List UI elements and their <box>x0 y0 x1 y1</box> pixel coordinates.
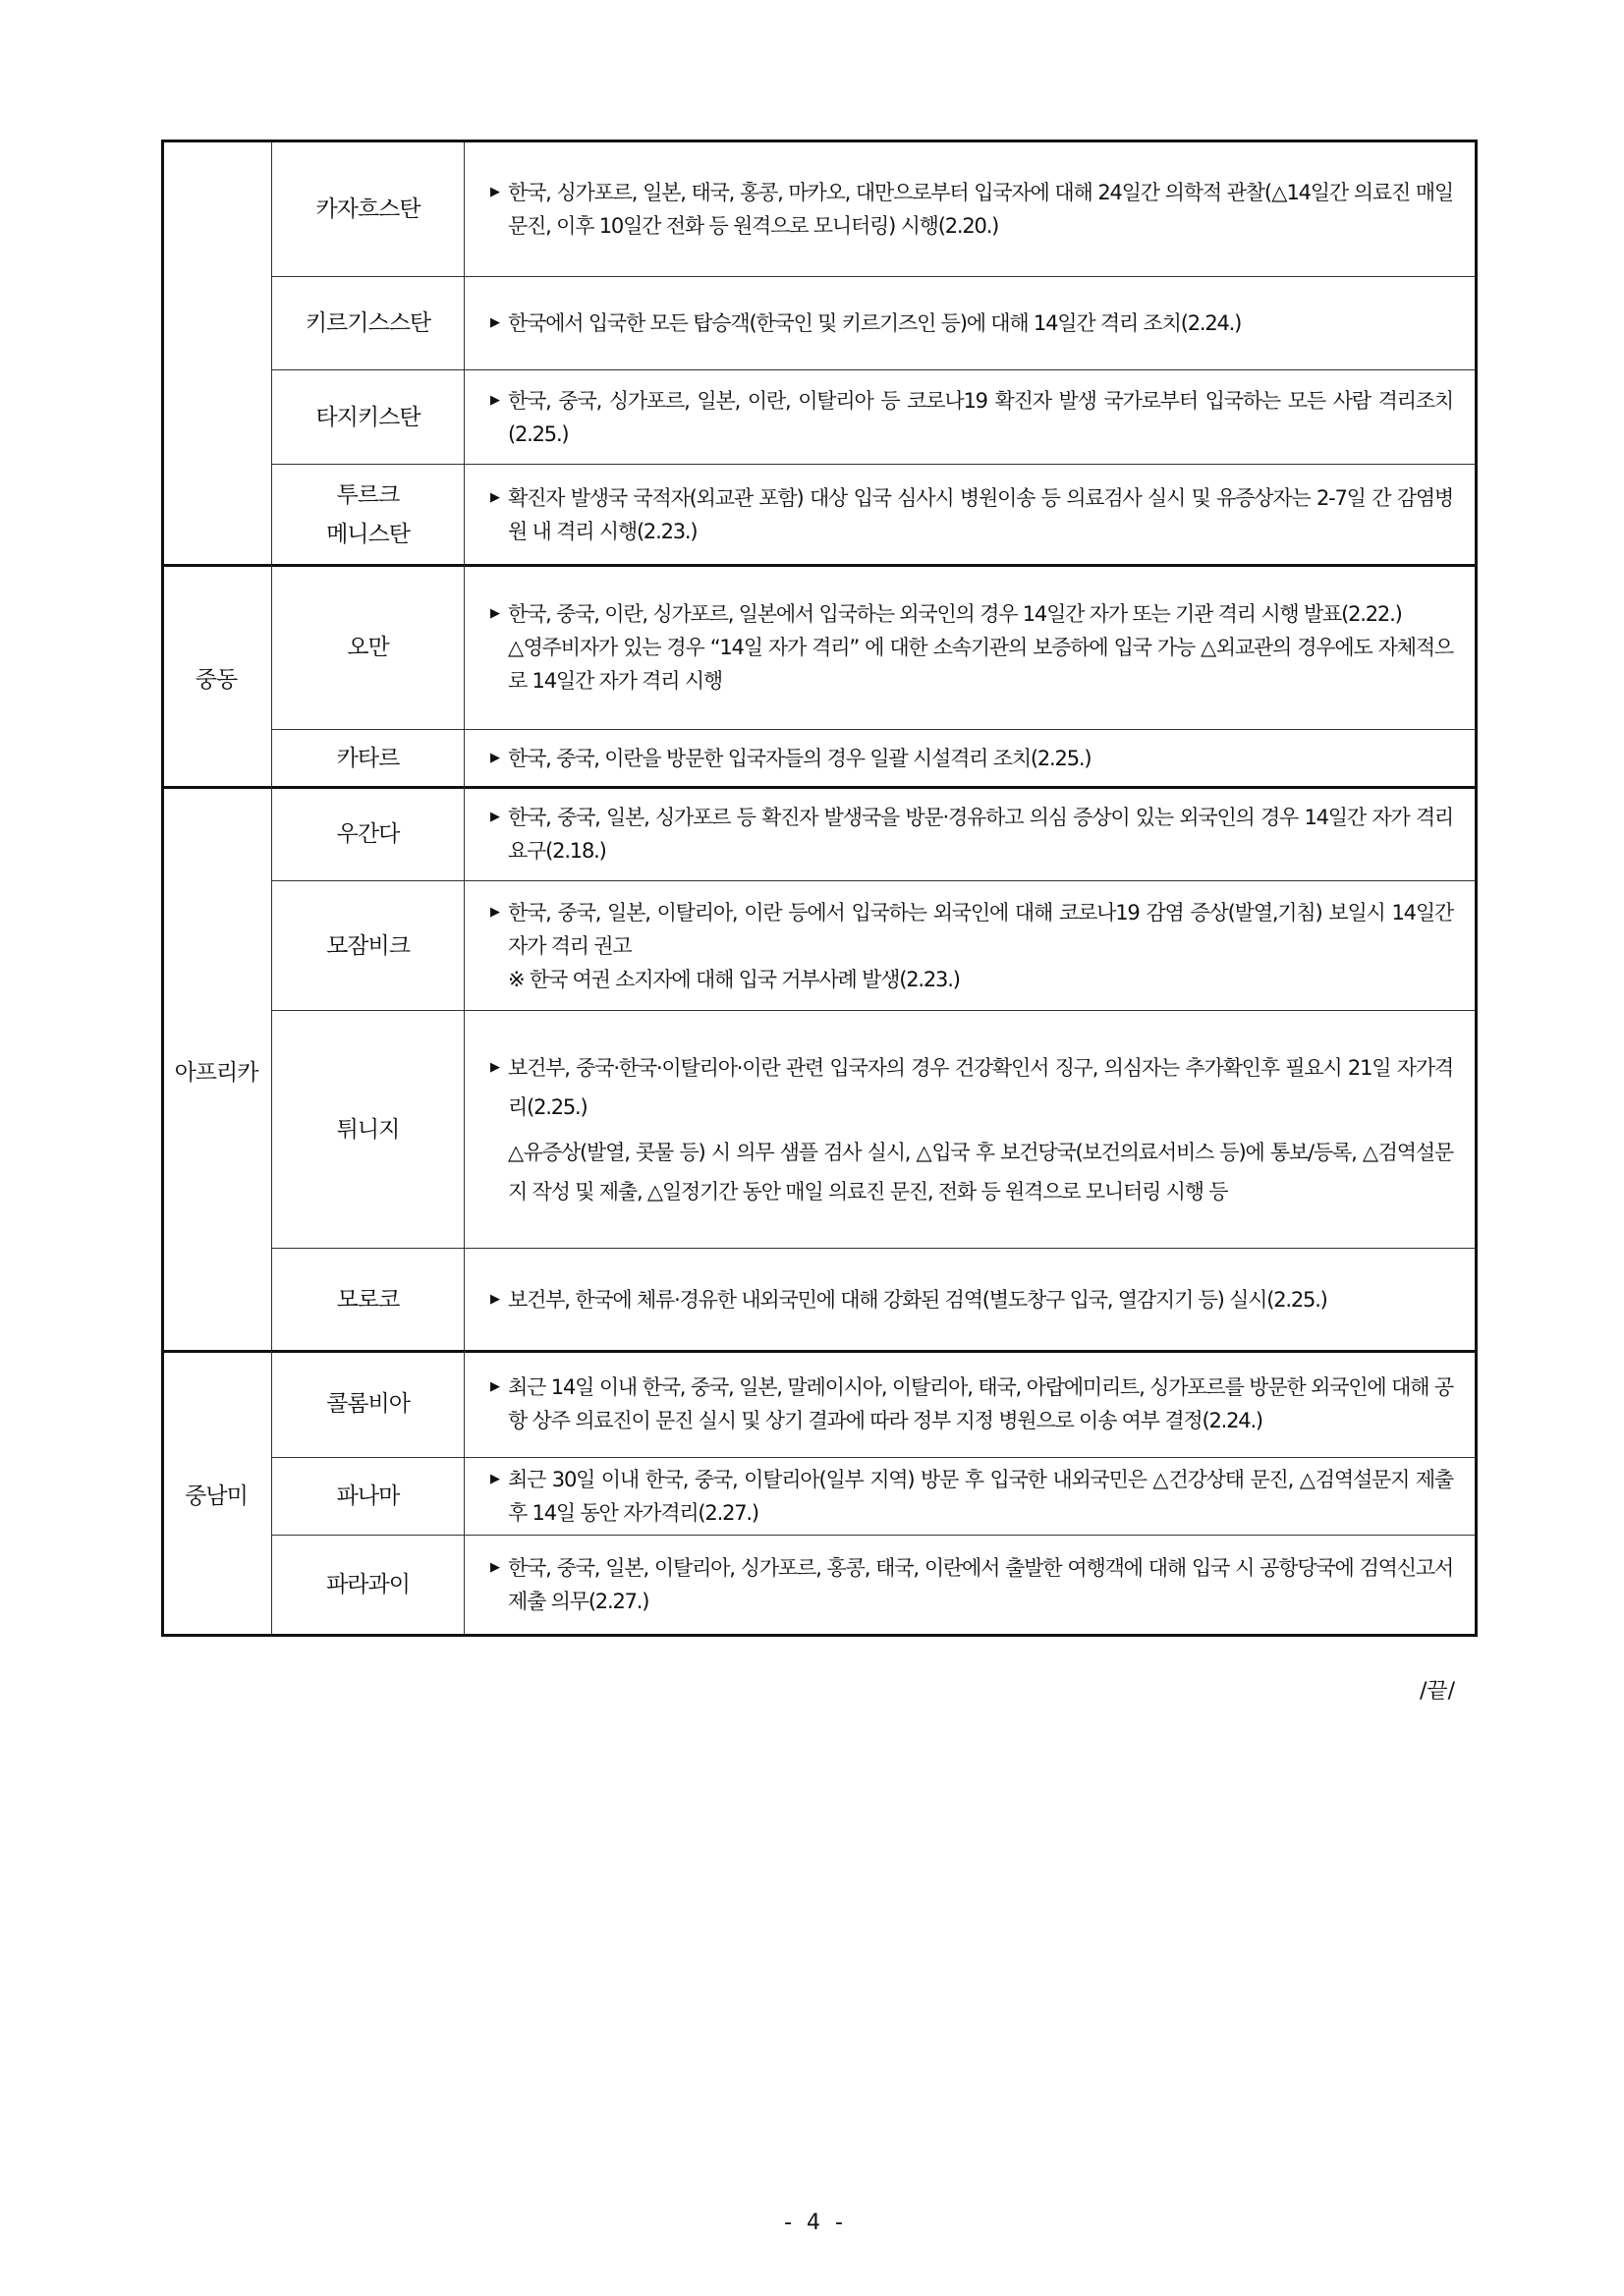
measure-item <box>488 597 1453 698</box>
measure-item <box>488 481 1453 548</box>
measure-cell <box>465 369 1475 464</box>
country-name: 모잠비크 <box>326 932 410 959</box>
triangle-right-icon: ▶ <box>490 1379 499 1394</box>
triangle-right-icon: ▶ <box>490 1472 499 1486</box>
measure-item <box>488 384 1453 451</box>
measure-text: 확진자 발생국 국적자(외교관 포함) 대상 입국 심사시 병원이송 등 의료검사 실시 및 유증상자는 2-7일 간 감염병원 내 격리 시행(2.23.) <box>508 486 1453 543</box>
measure-cell <box>465 142 1475 276</box>
measure-item <box>488 801 1453 868</box>
measure-cell <box>465 1457 1475 1535</box>
country-cell <box>271 464 465 565</box>
country-name-line: 투르크 <box>336 482 400 508</box>
triangle-right-icon: ▶ <box>490 809 499 824</box>
measure-text: 최근 14일 이내 한국, 중국, 일본, 말레이시아, 이탈리아, 태국, 아랍에미리트, 싱가포르를 방문한 외국인에 대해 공항 상주 의료진이 문진 실시 및 상기 결과에 따라 정부 지정 병원으로 이송 여부 결정(2.24.) <box>508 1375 1453 1432</box>
region-label: 중남미 <box>185 1483 248 1509</box>
measure-cell <box>465 464 1475 565</box>
region-label: 중동 <box>195 666 238 693</box>
measure-text: 한국에서 입국한 모든 탑승객(한국인 및 키르기즈인 등)에 대해 14일간 격리 조치(2.24.) <box>508 311 1242 335</box>
measure-note-text: △유증상(발열, 콧물 등) 시 의무 샘플 검사 실시, △입국 후 보건당국(보건의료서비스 등)에 통보/등록, △검역설문지 작성 및 제출, △일정기간 동안 매일 의료진 문진, 전화 등 원격으로 모니터링 시행 등 <box>508 1140 1453 1204</box>
measure-note <box>488 1133 1453 1211</box>
region-cell-africa <box>161 787 271 1351</box>
country-cell <box>271 1457 465 1535</box>
region-label: 아프리카 <box>174 1059 258 1086</box>
measure-note: △영주비자가 있는 경우 “14일 자가 격리” 에 대한 소속기관의 보증하에 입국 가능 △외교관의 경우에도 자체적으로 14일간 자가 격리 시행 <box>508 635 1453 693</box>
measure-cell <box>465 1248 1475 1351</box>
measure-text: 한국, 중국, 일본, 이탈리아, 이란 등에서 입국하는 외국인에 대해 코로나19 감염 증상(발열,기침) 보일시 14일간 자가 격리 권고 <box>508 900 1453 958</box>
measure-item <box>488 176 1453 243</box>
measure-cell <box>465 565 1475 729</box>
measure-cell <box>465 276 1475 369</box>
country-name: 타지키스탄 <box>315 404 420 430</box>
country-name: 파나마 <box>336 1484 400 1509</box>
measure-cell <box>465 787 1475 880</box>
triangle-right-icon: ▶ <box>490 185 499 199</box>
region-cell-latin-america <box>161 1351 271 1634</box>
measure-text: 한국, 중국, 일본, 싱가포르 등 확진자 발생국을 방문‧경유하고 의심 증상이 있는 외국인의 경우 14일간 자가 격리 요구(2.18.) <box>508 805 1454 863</box>
country-cell <box>271 1248 465 1351</box>
triangle-right-icon: ▶ <box>490 1292 499 1307</box>
measure-cell <box>465 1535 1475 1634</box>
triangle-right-icon: ▶ <box>490 751 499 765</box>
triangle-right-icon: ▶ <box>490 490 499 505</box>
measure-text: 한국, 중국, 일본, 이탈리아, 싱가포르, 홍콩, 태국, 이란에서 출발한 여행객에 대해 입국 시 공항당국에 검역신고서 제출 의무(2.27.) <box>508 1556 1453 1613</box>
triangle-right-icon: ▶ <box>490 1560 499 1575</box>
country-cell <box>271 565 465 729</box>
measure-text: 한국, 중국, 싱가포르, 일본, 이란, 이탈리아 등 코로나19 확진자 발생 국가로부터 입국하는 모든 사람 격리조치(2.25.) <box>508 388 1453 446</box>
measure-item <box>488 307 1453 340</box>
measure-item <box>488 1280 1453 1319</box>
country-cell <box>271 880 465 1010</box>
measure-item <box>488 1048 1453 1127</box>
country-name: 모로코 <box>336 1287 400 1313</box>
country-name: 우간다 <box>336 820 400 847</box>
country-name: 카자흐스탄 <box>315 196 420 222</box>
measure-text: 한국, 중국, 이란을 방문한 입국자들의 경우 일괄 시설격리 조치(2.25.) <box>508 747 1092 770</box>
country-name: 카타르 <box>336 746 400 771</box>
measure-cell <box>465 1351 1475 1457</box>
country-cell <box>271 729 465 787</box>
end-mark: /끝/ <box>1420 1679 1456 1704</box>
measure-item <box>488 1371 1453 1437</box>
triangle-right-icon: ▶ <box>490 315 499 330</box>
measure-item <box>488 742 1453 775</box>
country-name: 콜롬비아 <box>326 1391 410 1417</box>
country-cell <box>271 142 465 276</box>
measure-text: 한국, 싱가포르, 일본, 태국, 홍콩, 마카오, 대만으로부터 입국자에 대해 24일간 의학적 관찰(△14일간 의료진 매일 문진, 이후 10일간 전화 등 원격으로 모니터링) 시행(2.20.) <box>508 181 1453 238</box>
measure-cell <box>465 880 1475 1010</box>
country-cell <box>271 787 465 880</box>
measure-text: 한국, 중국, 이란, 싱가포르, 일본에서 입국하는 외국인의 경우 14일간 자가 또는 기관 격리 시행 발표(2.22.) <box>508 601 1402 626</box>
country-cell <box>271 276 465 369</box>
page-number: - 4 - <box>784 2211 847 2235</box>
triangle-right-icon: ▶ <box>490 605 499 621</box>
measure-text: 최근 30일 이내 한국, 중국, 이탈리아(일부 지역) 방문 후 입국한 내외국민은 △건강상태 문진, △검역설문지 제출 후 14일 동안 자가격리(2.27.) <box>508 1468 1453 1525</box>
country-name: 오만 <box>347 634 389 660</box>
triangle-right-icon: ▶ <box>490 904 499 920</box>
country-cell <box>271 1010 465 1248</box>
country-name: 파라과이 <box>326 1572 410 1597</box>
country-name-line: 메니스탄 <box>326 522 410 547</box>
measure-item <box>488 1551 1453 1618</box>
triangle-right-icon: ▶ <box>490 1059 499 1075</box>
country-cell <box>271 369 465 464</box>
triangle-right-icon: ▶ <box>490 392 499 408</box>
country-name: 튀니지 <box>336 1116 400 1143</box>
measure-text: 보건부, 한국에 체류·경유한 내외국민에 대해 강화된 검역(별도창구 입국, 열감지기 등) 실시(2.25.) <box>508 1288 1327 1312</box>
country-cell <box>271 1535 465 1634</box>
measure-item <box>488 1463 1453 1530</box>
measure-note: ※ 한국 여권 소지자에 대해 입국 거부사례 발생(2.23.) <box>508 967 960 991</box>
country-cell <box>271 1351 465 1457</box>
measure-text: 보건부, 중국·한국·이탈리아·이란 관련 입국자의 경우 건강확인서 징구, 의심자는 추가확인후 필요시 21일 자가격리(2.25.) <box>508 1055 1453 1119</box>
region-cell-middle-east <box>161 565 271 787</box>
country-name: 키르기스스탄 <box>305 310 431 336</box>
region-cell-central-asia <box>161 142 271 565</box>
measure-cell <box>465 1010 1475 1248</box>
measure-cell <box>465 729 1475 787</box>
measure-item <box>488 896 1453 996</box>
